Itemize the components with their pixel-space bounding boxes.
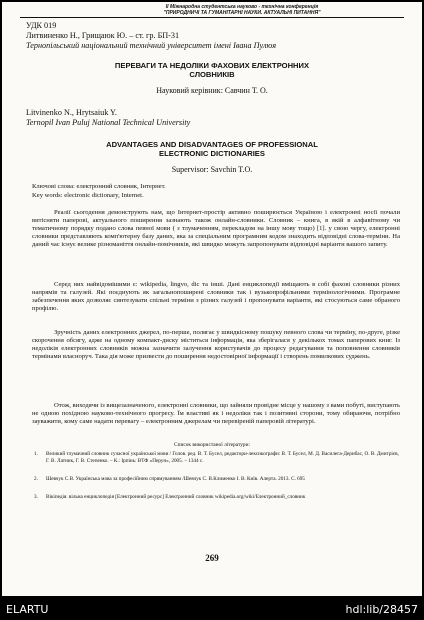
- title-en-line-2: ELECTRONIC DICTIONARIES: [159, 149, 265, 158]
- reference-text: Великий тлумачний словник сучасної української мови / Голов. ред. В. Т. Бусел, редактори-лексикографи: В. Т. Бусел, М. Д. Василега-Дерибас, О. В. Дмитрієв, Г. В. Латник, Г. В. Степенко. – К.: Ірпінь: ВТФ «Перун», 2005. – 1344 с.: [46, 451, 399, 464]
- reference-item: [34, 476, 400, 483]
- reference-text: Вікіпедія. вільна енциклопедія [Електронний ресурс] Електронний словник wikipedia.org/wiki/Електронний_словник: [46, 494, 306, 500]
- udk-code: УДК 019: [26, 21, 57, 30]
- paragraph-2: Серед них найвідомішими є: wikipedia, lingvo, dic та інші. Дані енциклопедії вміщають в собі фахові словники різних напрямів та галузей. Які поєднують як загальнопоширені словники так і вузькопрофільними термінологічними. Програмне забезпечення яких дозволяє синтезувати спільні терміни з різних галузей і пропонувати варіанти, які стосуються саме обраного профілю.: [32, 281, 400, 312]
- reference-item: [34, 494, 400, 501]
- title-ua: [20, 61, 404, 79]
- conference-header: [80, 2, 404, 16]
- reference-number: 3.: [34, 494, 38, 500]
- paragraph-1: Реалії сьогодення демонструють нам, що Інтернет-простір активно поширюється Україною і електронні носії почали витісняти паперові, актуального поширення зазнають також онлайн-словники. Словник – книга, в якій в алфавітному чи тематичному порядку подано слова певної мови ( з тлумаченням, перекладом на іншу мову тощо) [1]. у свою чергу, електронні словники представляють комп'ютерну базу даних, яка за спеціальним програмним кодом знаходить відповідні слова-терміни. На даний час існує велике різноманіття онлайн-помічників, які швидко можуть запропонувати відповідні варіанти вашого запиту.: [32, 209, 400, 248]
- title-en: [20, 140, 404, 158]
- supervisor-ua: Науковий керівник: Савчин Т. О.: [156, 86, 268, 95]
- title-ua-line-1: ПЕРЕВАГИ ТА НЕДОЛІКИ ФАХОВИХ ЕЛЕКТРОННИХ: [114, 61, 310, 70]
- page-content: [20, 2, 404, 16]
- affiliation-ua: Тернопільський національний технічний університет імені Івана Пулюя: [26, 41, 277, 50]
- conference-line-1: II Міжнародна студентська науково - технічна конференція: [165, 4, 319, 10]
- keywords-ua: Ключові слова: електронний словник, Інтернет.: [32, 183, 166, 190]
- page-number: 269: [205, 553, 219, 563]
- paragraph-4: Отож, виходячи із вищезазначеного, електронні словники, що зайняли провідне місце у нашому з вами побуті, виступають не одною похідною науково-технічного прогресу. Їм властиві як і недоліки так і позитивні сторони, тому обираючи, потрібно зауважити, кому саме надати перевагу – електронним джерелам чи перевіреній паперовій літературі.: [32, 402, 400, 425]
- footer-handle[interactable]: hdl:lib/28457: [345, 603, 418, 616]
- reference-number: 2.: [34, 476, 38, 482]
- footer-repository-name: ELARTU: [6, 603, 49, 616]
- title-ua-line-2: СЛОВНИКІВ: [189, 70, 235, 79]
- header-rule: [20, 17, 404, 18]
- keywords-en: Key words: electronic dictionary, Internet.: [32, 192, 144, 199]
- affiliation-en: Ternopil Ivan Puluj National Technical University: [26, 118, 191, 127]
- paragraph-3: Зручність даних електронних джерел, по-перше, полягає у швидкісному пошуку певного слова чи терміну, по-друге, різке скорочення обсягу, адже на одному компакт-диску міститься інформація, яка зберігалася у декількох томах паперових книг. Із недоліків електронних словників можна зазначити залучення користувачів до процесу редагування та поповнення словників термінами власноруч. Така дія може призвести до поширення недостовірної інформації і створень помилкових суджень.: [32, 329, 400, 360]
- references-title: Список використаної літератури:: [173, 442, 251, 448]
- title-en-line-1: ADVANTAGES AND DISADVANTAGES OF PROFESSIONAL: [106, 140, 318, 149]
- document-page: [2, 2, 422, 596]
- reference-text: Шевчук С.В. Українська мова за професійним спрямуванням /Шевчук С. В.Клименко І. В. Київ. Алерта. 2013. С. 695: [46, 476, 305, 482]
- authors-en: Litvinenko N., Hrytsaiuk Y.: [26, 108, 117, 117]
- authors-ua: Литвиненко Н., Грищаюк Ю. – ст. гр. БП-31: [26, 31, 180, 40]
- reference-item: [34, 451, 400, 464]
- conference-line-2: "ПРИРОДНИЧІ ТА ГУМАНІТАРНІ НАУКИ. АКТУАЛЬНІ ПИТАННЯ": [163, 10, 321, 16]
- reference-number: 1.: [34, 451, 38, 457]
- supervisor-en: Supervisor: Savchin T.O.: [171, 165, 253, 174]
